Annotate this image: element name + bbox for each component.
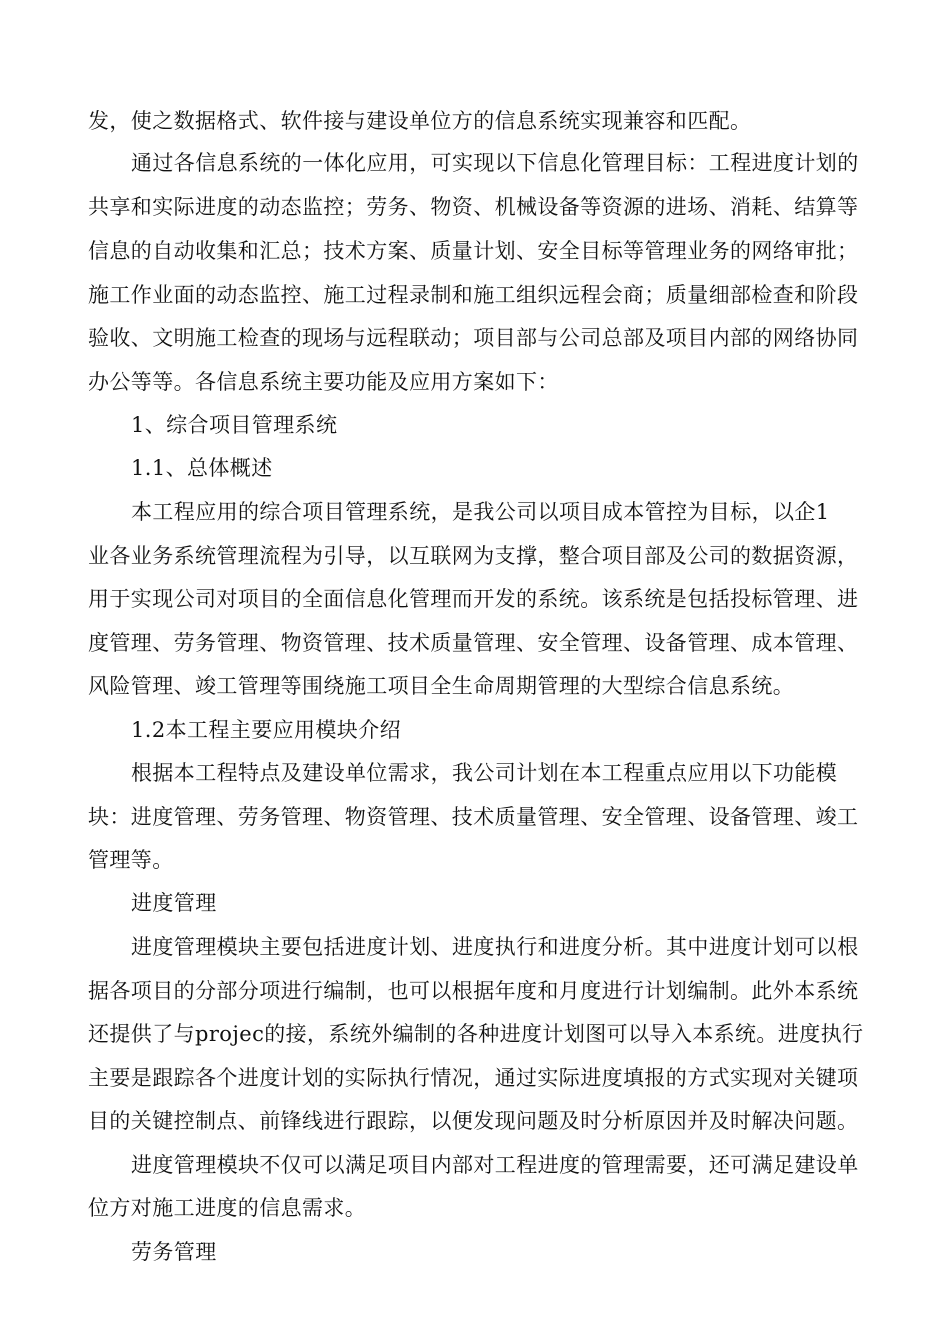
- paragraph-line: 本工程应用的综合项目管理系统，是我公司以项目成本管控为目标，以企1: [131, 500, 830, 524]
- paragraph-line: 业各业务系统管理流程为引导，以互联网为支撑，整合项目部及公司的数据资源，: [88, 544, 859, 568]
- paragraph-line: 共享和实际进度的动态监控；劳务、物资、机械设备等资源的进场、消耗、结算等: [88, 195, 859, 219]
- paragraph-line: 目的关键控制点、前锋线进行跟踪，以便发现问题及时分析原因并及时解决问题。: [88, 1109, 859, 1133]
- paragraph-line: 度管理、劳务管理、物资管理、技术质量管理、安全管理、设备管理、成本管理、: [88, 631, 859, 655]
- paragraph-line: 发，使之数据格式、软件接与建设单位方的信息系统实现兼容和匹配。: [88, 109, 752, 133]
- paragraph-line: 信息的自动收集和汇总；技术方案、质量计划、安全目标等管理业务的网络审批；: [88, 239, 859, 263]
- paragraph-line: 进度管理模块不仅可以满足项目内部对工程进度的管理需要，还可满足建设单: [131, 1153, 859, 1177]
- paragraph-line: 办公等等。各信息系统主要功能及应用方案如下：: [88, 370, 559, 394]
- paragraph-line: 主要是跟踪各个进度计划的实际执行情况，通过实际进度填报的方式实现对关键项: [88, 1066, 859, 1090]
- subsection-heading: 1.1、总体概述: [131, 456, 273, 480]
- topic-heading: 进度管理: [131, 891, 217, 915]
- paragraph-line: 管理等。: [88, 848, 174, 872]
- paragraph-line: 块：进度管理、劳务管理、物资管理、技术质量管理、安全管理、设备管理、竣工: [88, 805, 859, 829]
- paragraph-line: 位方对施工进度的信息需求。: [88, 1196, 367, 1220]
- paragraph-line: 根据本工程特点及建设单位需求，我公司计划在本工程重点应用以下功能模: [131, 761, 838, 785]
- subsection-heading: 1.2本工程主要应用模块介绍: [131, 718, 401, 742]
- section-heading: 1、综合项目管理系统: [131, 413, 338, 437]
- paragraph-line: 通过各信息系统的一体化应用，可实现以下信息化管理目标：工程进度计划的: [131, 151, 859, 175]
- paragraph-line: 进度管理模块主要包括进度计划、进度执行和进度分析。其中进度计划可以根: [131, 935, 859, 959]
- paragraph-line: 施工作业面的动态监控、施工过程录制和施工组织远程会商；质量细部检查和阶段: [88, 283, 859, 307]
- paragraph-line: 验收、文明施工检查的现场与远程联动；项目部与公司总部及项目内部的网络协同: [88, 326, 859, 350]
- paragraph-line: 风险管理、竣工管理等围绕施工项目全生命周期管理的大型综合信息系统。: [88, 674, 795, 698]
- paragraph-line: 还提供了与projec的接，系统外编制的各种进度计划图可以导入本系统。进度执行: [88, 1022, 864, 1046]
- paragraph-line: 用于实现公司对项目的全面信息化管理而开发的系统。该系统是包括投标管理、进: [88, 587, 859, 611]
- topic-heading: 劳务管理: [131, 1240, 217, 1264]
- paragraph-line: 据各项目的分部分项进行编制，也可以根据年度和月度进行计划编制。此外本系统: [88, 979, 859, 1003]
